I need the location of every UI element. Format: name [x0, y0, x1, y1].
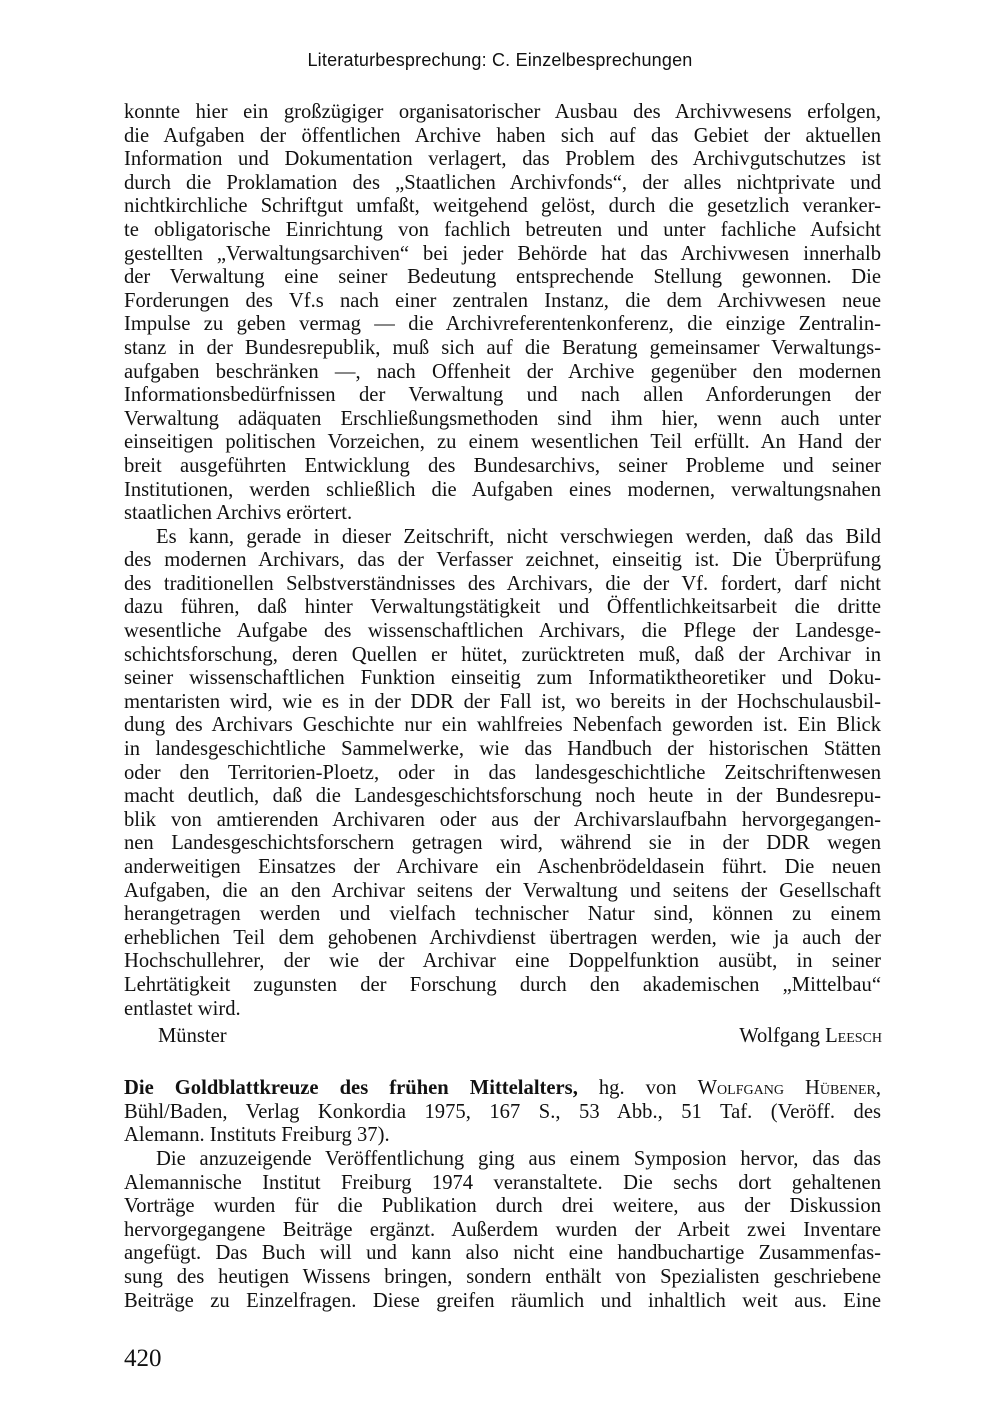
- text-line: stanz in der Bundesrepublik, muß sich auf die Beratung gemeinsamer Verwaltungs-: [124, 336, 881, 359]
- reviewer-first-name: Wolfgang: [739, 1025, 820, 1047]
- text-line: aufgaben beschränken —, nach Offenheit der Archive gegenüber den modernen: [124, 360, 881, 383]
- text-line: Hochschullehrer, der wie der Archivar eine Doppelfunktion ausübt, in seiner: [124, 950, 881, 973]
- reviewer-last-name: Leesch: [825, 1025, 882, 1047]
- text-line: wesentliche Aufgabe des wissenschaftlichen Archivars, die Pflege der Landesge-: [124, 620, 881, 643]
- text-line: nichtkirchliche Schriftgut umfaßt, weitgehend gelöst, durch die gesetzlich veranker-: [124, 195, 881, 218]
- text-line: erheblichen Teil dem gehobenen Archivdienst übertragen werden, wie ja auch der: [124, 926, 881, 949]
- page-number: 420: [124, 1345, 162, 1372]
- running-head: Literaturbesprechung: C. Einzelbesprechungen: [307, 50, 693, 70]
- text-line: Informationsbedürfnissen der Verwaltung und nach allen Anforderungen der: [124, 384, 881, 407]
- text-line: Es kann, gerade in dieser Zeitschrift, nicht verschwiegen werden, daß das Bild: [156, 525, 881, 548]
- book-title: Die Goldblattkreuze des frühen Mittelalters,: [124, 1077, 578, 1099]
- text-line: gestellten „Verwaltungsarchiven“ bei jeder Behörde hat das Archivwesen innerhalb: [124, 242, 881, 265]
- review-place: Münster: [158, 1025, 227, 1047]
- text-line: die Aufgaben der öffentlichen Archive haben sich auf das Gebiet der aktuellen: [124, 124, 881, 147]
- text-line: staatlichen Archivs erörtert.: [124, 502, 353, 525]
- text-line: dazu führen, daß hinter Verwaltungstätigkeit und Öffentlichkeitsarbeit die dritte: [124, 596, 881, 619]
- text-line: angefügt. Das Buch will und kann also nicht eine handbuchartige Zusammenfas-: [124, 1242, 881, 1265]
- text-line: des modernen Archivars, das der Verfasser zeichnet, einseitig ist. Die Überprüfung: [124, 549, 881, 572]
- text-line: in landesgeschichtliche Sammelwerke, wie das Handbuch der historischen Stätten: [124, 738, 881, 761]
- text-line: durch die Proklamation des „Staatlichen Archivfonds“, der alles nichtprivate und: [124, 171, 881, 194]
- text-line: Lehrtätigkeit zugunsten der Forschung durch den akademischen „Mittelbau“: [124, 973, 881, 996]
- text-line: seiner wissenschaftlichen Funktion einseitig zum Informatiktheoretiker und Doku-: [124, 667, 881, 690]
- text-line: der Verwaltung eine seiner Bedeutung entsprechende Stellung gewonnen. Die: [124, 266, 881, 289]
- heading-editor-prefix: hg. von: [577, 1077, 698, 1099]
- text-line: Impulse zu geben vermag — die Archivreferentenkonferenz, die einzige Zentralin-: [124, 313, 881, 336]
- text-line: Aufgaben, die an den Archivar seitens der Verwaltung und seitens der Gesellschaft: [124, 879, 881, 902]
- text-line: einseitigen politischen Vorzeichen, zu einem wesentlichen Teil erfüllt. An Hand der: [124, 431, 881, 454]
- text-line: Institutionen, werden schließlich die Aufgaben eines modernen, verwaltungsnahen: [124, 478, 881, 501]
- text-line: sung des heutigen Wissens bringen, sondern enthält von Spezialisten geschriebene: [124, 1265, 881, 1288]
- text-line: konnte hier ein großzügiger organisatorischer Ausbau des Archivwesens erfolgen,: [124, 101, 881, 123]
- review-body-1: [124, 101, 881, 1021]
- text-line: anderweitigen Einsatzes der Archivare ein Aschenbrödeldasein führt. Die neuen: [124, 856, 881, 878]
- reviewer-signature: [739, 1025, 882, 1048]
- text-line: Die anzuzeigende Veröffentlichung ging aus einem Symposion hervor, das das: [156, 1148, 881, 1170]
- text-line: Beiträge zu Einzelfragen. Diese greifen räumlich und inhaltlich weit aus. Eine: [124, 1289, 881, 1312]
- text-line: mentaristen wird, wie es in der DDR der Fall ist, wo bereits in der Hochschulausbil-: [124, 690, 881, 713]
- text-line: Verwaltung adäquaten Erschließungsmethoden sind ihm hier, wenn auch unter: [124, 407, 881, 430]
- review-body-2: [124, 1148, 881, 1313]
- text-line: nen Landesgeschichtsforschern getragen wird, während sie in der DDR wegen: [124, 832, 881, 855]
- review-heading-line: [124, 1077, 881, 1101]
- text-line: herangetragen werden und vielfach technischer Natur sind, können zu einem: [124, 903, 881, 926]
- review-heading-line: Alemann. Instituts Freiburg 37).: [124, 1124, 390, 1147]
- text-line: macht deutlich, daß die Landesgeschichtsforschung noch heute in der Bundesrepu-: [124, 785, 881, 808]
- text-line: schichtsforschung, deren Quellen er hütet, zurücktreten muß, daß der Archivar in: [124, 643, 881, 666]
- text-line: Alemannische Institut Freiburg 1974 veranstaltete. Die sechs dort gehaltenen: [124, 1171, 881, 1194]
- book-editor: Wolfgang Hübener,: [697, 1077, 881, 1099]
- text-line: dung des Archivars Geschichte nur ein wahlfreies Nebenfach geworden ist. Ein Blick: [124, 714, 881, 737]
- text-line: Forderungen des Vf.s nach einer zentralen Instanz, die dem Archivwesen neue: [124, 289, 881, 312]
- text-line: blik von amtierenden Archivaren oder aus der Archivarslaufbahn hervorgegangen-: [124, 808, 881, 831]
- text-line: oder den Territorien-Ploetz, oder in das landesgeschichtliche Zeitschriftenwesen: [124, 761, 881, 784]
- text-line: te obligatorische Einrichtung von fachlich betreuten und unter fachliche Aufsicht: [124, 218, 881, 241]
- text-line: des traditionellen Selbstverständnisses des Archivars, die der Vf. fordert, darf nicht: [124, 572, 881, 595]
- text-line: Vorträge wurden für die Publikation durch drei weitere, aus der Diskussion: [124, 1195, 881, 1218]
- review-heading-2: [124, 1077, 881, 1148]
- review-heading-line: Bühl/Baden, Verlag Konkordia 1975, 167 S., 53 Abb., 51 Taf. (Veröff. des: [124, 1100, 881, 1123]
- text-line: hervorgegangene Beiträge ergänzt. Außerdem wurden der Arbeit zwei Inventare: [124, 1218, 881, 1241]
- text-line: Information und Dokumentation verlagert, das Problem des Archivgutschutzes ist: [124, 148, 881, 171]
- text-line: entlastet wird.: [124, 997, 241, 1020]
- text-line: breit ausgeführten Entwicklung des Bundesarchivs, seiner Probleme und seiner: [124, 454, 881, 477]
